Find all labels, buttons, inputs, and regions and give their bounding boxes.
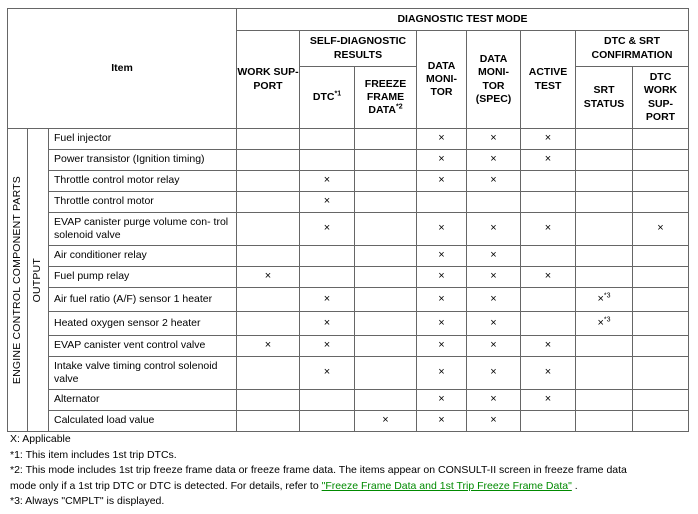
active-test-mark <box>521 288 576 312</box>
work-support-mark <box>237 336 300 357</box>
work-support-mark <box>237 150 300 171</box>
dtc-work-support-mark <box>633 150 689 171</box>
applicable-mark: × <box>438 292 445 305</box>
data-monitor-spec-mark <box>467 312 521 336</box>
table-row <box>8 336 689 357</box>
srt-status-label: SRT STATUS <box>583 84 625 110</box>
applicable-mark: × <box>490 174 497 187</box>
freeze-frame-data-header <box>355 67 417 129</box>
data-monitor-spec-mark <box>467 129 521 150</box>
work-support-mark <box>237 246 300 267</box>
note-2-line-2 <box>10 479 695 495</box>
active-test-mark <box>521 411 576 432</box>
dtc-footnote-ref: *1 <box>334 90 342 98</box>
dtc-mark <box>300 246 355 267</box>
table-row <box>8 267 689 288</box>
active-test-mark <box>521 267 576 288</box>
freeze-frame-mark <box>355 312 417 336</box>
freeze-frame-mark <box>355 357 417 390</box>
dtc-srt-confirmation-label: DTC & SRT CONFIRMATION <box>591 35 673 61</box>
data-monitor-spec-mark <box>467 246 521 267</box>
applicable-mark: × <box>490 222 497 235</box>
dtc-mark <box>300 267 355 288</box>
applicable-mark: × <box>438 249 445 262</box>
self-diagnostic-results-label: SELF-DIAGNOSTIC RESULTS <box>309 35 407 61</box>
applicable-mark: × <box>382 414 389 427</box>
applicable-mark: × <box>544 366 552 379</box>
applicable-mark: × <box>438 366 445 379</box>
work-support-mark <box>237 288 300 312</box>
dtc-mark <box>300 390 355 411</box>
applicable-mark: × <box>490 292 497 305</box>
data-monitor-spec-mark <box>467 336 521 357</box>
dtc-mark <box>300 171 355 192</box>
table-body <box>8 129 689 432</box>
item-name-cell: Air fuel ratio (A/F) sensor 1 heater <box>49 288 237 312</box>
work-support-mark <box>237 213 300 246</box>
table-row <box>8 246 689 267</box>
group-label-cell <box>8 129 28 432</box>
item-header: Item <box>8 9 237 129</box>
data-monitor-spec-mark <box>467 192 521 213</box>
note-applicable: X: Applicable <box>10 433 71 445</box>
dtc-work-support-mark <box>633 336 689 357</box>
srt-status-mark <box>576 213 633 246</box>
applicable-mark: × <box>490 153 497 166</box>
item-name-cell: Throttle control motor <box>49 192 237 213</box>
srt-status-mark <box>576 411 633 432</box>
note-2-line-1: *2: This mode includes 1st trip freeze frame data or freeze frame data. The items appear on CONSULT-II screen in freeze frame data <box>10 464 627 476</box>
data-monitor-mark <box>417 246 467 267</box>
data-monitor-mark <box>417 288 467 312</box>
item-name-cell: Alternator <box>49 390 237 411</box>
freeze-frame-data-label: FREEZE FRAME DATA <box>364 77 407 117</box>
work-support-header <box>237 31 300 129</box>
active-test-mark <box>521 336 576 357</box>
table-row <box>8 150 689 171</box>
freeze-frame-mark <box>355 129 417 150</box>
item-name-cell: Heated oxygen sensor 2 heater <box>49 312 237 336</box>
dtc-work-support-mark <box>633 288 689 312</box>
item-name-cell: Calculated load value <box>49 411 237 432</box>
data-monitor-mark <box>417 213 467 246</box>
data-monitor-mark <box>417 171 467 192</box>
applicable-mark: × <box>490 132 497 145</box>
freeze-frame-footnote-ref: *2 <box>395 103 403 111</box>
applicable-mark: × <box>438 174 445 187</box>
applicable-mark: × <box>490 316 497 329</box>
applicable-mark: × <box>544 222 552 235</box>
dtc-mark <box>300 357 355 390</box>
applicable-mark: × <box>438 339 445 352</box>
subgroup-label-cell <box>28 129 49 432</box>
data-monitor-spec-mark <box>467 267 521 288</box>
table-row <box>8 357 689 390</box>
dtc-work-support-mark <box>633 411 689 432</box>
item-name-cell: EVAP canister purge volume con- trol solenoid valve <box>49 213 237 246</box>
work-support-mark <box>237 267 300 288</box>
applicable-mark: × <box>438 153 445 166</box>
data-monitor-spec-label: DATA MONI- TOR (SPEC) <box>475 53 512 105</box>
srt-status-mark <box>576 390 633 411</box>
data-monitor-spec-mark <box>467 411 521 432</box>
data-monitor-spec-mark <box>467 150 521 171</box>
applicable-mark: × <box>490 270 497 283</box>
applicable-mark: × <box>323 222 331 235</box>
dtc-mark <box>300 288 355 312</box>
note-2-suffix: . <box>571 479 578 492</box>
item-name-cell: EVAP canister vent control valve <box>49 336 237 357</box>
applicable-mark: × <box>323 366 331 379</box>
applicable-mark: × <box>438 414 445 427</box>
table-row <box>8 129 689 150</box>
work-support-mark <box>237 171 300 192</box>
subgroup-label: OUTPUT <box>31 257 44 303</box>
freeze-frame-mark <box>355 213 417 246</box>
srt-status-mark <box>576 150 633 171</box>
applicable-mark: × <box>323 195 331 208</box>
srt-status-mark <box>576 267 633 288</box>
item-name-cell: Throttle control motor relay <box>49 171 237 192</box>
note-3: *3: Always "CMPLT" is displayed. <box>10 495 165 507</box>
footnotes <box>10 432 695 510</box>
dtc-mark <box>300 312 355 336</box>
freeze-frame-mark <box>355 390 417 411</box>
work-support-mark <box>237 192 300 213</box>
dtc-mark <box>300 213 355 246</box>
applicable-mark: × <box>438 222 445 235</box>
srt-status-mark <box>576 129 633 150</box>
dtc-work-support-header <box>633 67 689 129</box>
active-test-label: ACTIVE TEST <box>528 66 568 92</box>
self-diagnostic-results-header <box>300 31 417 67</box>
applicable-mark: × <box>544 132 552 145</box>
applicable-mark: × <box>264 270 272 283</box>
dtc-work-support-mark <box>633 171 689 192</box>
dtc-work-support-mark <box>633 357 689 390</box>
data-monitor-header <box>417 31 467 129</box>
dtc-label: DTC <box>312 90 335 103</box>
group-label: ENGINE CONTROL COMPONENT PARTS <box>10 175 23 385</box>
srt-footnote-ref: *3 <box>603 291 611 299</box>
srt-status-mark <box>576 171 633 192</box>
item-name-cell: Fuel pump relay <box>49 267 237 288</box>
note-2-prefix: mode only if a 1st trip DTC or DTC is detected. For details, refer to <box>10 479 322 492</box>
dtc-mark <box>300 129 355 150</box>
work-support-mark <box>237 312 300 336</box>
dtc-mark <box>300 192 355 213</box>
srt-status-mark <box>576 357 633 390</box>
active-test-mark <box>521 171 576 192</box>
table-row <box>8 171 689 192</box>
dtc-mark <box>300 411 355 432</box>
item-name-cell: Air conditioner relay <box>49 246 237 267</box>
item-name-cell: Intake valve timing control solenoid valve <box>49 357 237 390</box>
applicable-mark: × <box>323 339 331 352</box>
dtc-work-support-mark <box>633 192 689 213</box>
item-name-cell: Power transistor (Ignition timing) <box>49 150 237 171</box>
applicable-mark: × <box>438 132 445 145</box>
applicable-mark: × <box>544 153 552 166</box>
table-row <box>8 312 689 336</box>
item-name-cell: Fuel injector <box>49 129 237 150</box>
applicable-mark: × <box>597 292 604 305</box>
freeze-frame-mark <box>355 267 417 288</box>
applicable-mark: × <box>323 316 331 329</box>
dtc-work-support-mark <box>633 267 689 288</box>
dtc-work-support-mark <box>633 312 689 336</box>
table-row <box>8 213 689 246</box>
work-support-mark <box>237 411 300 432</box>
data-monitor-spec-mark <box>467 390 521 411</box>
srt-status-mark <box>576 336 633 357</box>
data-monitor-spec-mark <box>467 357 521 390</box>
dtc-work-support-mark <box>633 213 689 246</box>
freeze-frame-mark <box>355 150 417 171</box>
table-row <box>8 390 689 411</box>
freeze-frame-mark <box>355 192 417 213</box>
diagnostic-test-mode-table <box>7 8 689 432</box>
applicable-mark: × <box>490 414 497 427</box>
dtc-work-support-mark <box>633 129 689 150</box>
note-1: *1: This item includes 1st trip DTCs. <box>10 448 177 461</box>
applicable-mark: × <box>490 366 497 379</box>
data-monitor-spec-mark <box>467 171 521 192</box>
data-monitor-mark <box>417 129 467 150</box>
freeze-frame-mark <box>355 411 417 432</box>
applicable-mark: × <box>544 270 552 283</box>
active-test-header <box>521 31 576 129</box>
applicable-mark: × <box>544 393 552 406</box>
srt-footnote-ref: *3 <box>603 315 611 323</box>
diagnostic-test-mode-header: DIAGNOSTIC TEST MODE <box>237 9 689 31</box>
freeze-frame-mark <box>355 336 417 357</box>
applicable-mark: × <box>490 249 497 262</box>
active-test-mark <box>521 192 576 213</box>
active-test-mark <box>521 246 576 267</box>
freeze-frame-data-link[interactable]: "Freeze Frame Data and 1st Trip Freeze Frame Data" <box>321 479 572 492</box>
freeze-frame-mark <box>355 246 417 267</box>
work-support-label: WORK SUP- PORT <box>237 66 299 92</box>
data-monitor-spec-mark <box>467 213 521 246</box>
applicable-mark: × <box>490 393 497 406</box>
data-monitor-spec-mark <box>467 288 521 312</box>
active-test-mark <box>521 213 576 246</box>
data-monitor-mark <box>417 312 467 336</box>
srt-status-header <box>576 67 633 129</box>
data-monitor-mark <box>417 192 467 213</box>
work-support-mark <box>237 357 300 390</box>
applicable-mark: × <box>438 270 445 283</box>
applicable-mark: × <box>490 339 497 352</box>
data-monitor-spec-header <box>467 31 521 129</box>
active-test-mark <box>521 150 576 171</box>
work-support-mark <box>237 129 300 150</box>
applicable-mark: × <box>657 222 664 235</box>
dtc-work-support-mark <box>633 246 689 267</box>
applicable-mark: × <box>323 174 331 187</box>
srt-status-mark <box>576 312 633 336</box>
srt-status-mark <box>576 288 633 312</box>
table-row <box>8 411 689 432</box>
data-monitor-mark <box>417 357 467 390</box>
dtc-header <box>300 67 355 129</box>
table-row <box>8 192 689 213</box>
dtc-srt-confirmation-header <box>576 31 689 67</box>
freeze-frame-mark <box>355 288 417 312</box>
active-test-mark <box>521 129 576 150</box>
applicable-mark: × <box>597 316 604 329</box>
applicable-mark: × <box>438 393 445 406</box>
active-test-mark <box>521 357 576 390</box>
srt-status-mark <box>576 192 633 213</box>
data-monitor-mark <box>417 336 467 357</box>
active-test-mark <box>521 390 576 411</box>
data-monitor-mark <box>417 267 467 288</box>
freeze-frame-mark <box>355 171 417 192</box>
dtc-mark <box>300 336 355 357</box>
applicable-mark: × <box>264 339 272 352</box>
srt-status-mark <box>576 246 633 267</box>
work-support-mark <box>237 390 300 411</box>
data-monitor-label: DATA MONI- TOR <box>426 59 457 99</box>
applicable-mark: × <box>323 292 331 305</box>
dtc-mark <box>300 150 355 171</box>
table-row <box>8 288 689 312</box>
dtc-work-support-mark <box>633 390 689 411</box>
data-monitor-mark <box>417 390 467 411</box>
applicable-mark: × <box>544 339 552 352</box>
dtc-work-support-label: DTC WORK SUP- PORT <box>643 71 678 123</box>
data-monitor-mark <box>417 411 467 432</box>
active-test-mark <box>521 312 576 336</box>
data-monitor-mark <box>417 150 467 171</box>
applicable-mark: × <box>438 316 445 329</box>
